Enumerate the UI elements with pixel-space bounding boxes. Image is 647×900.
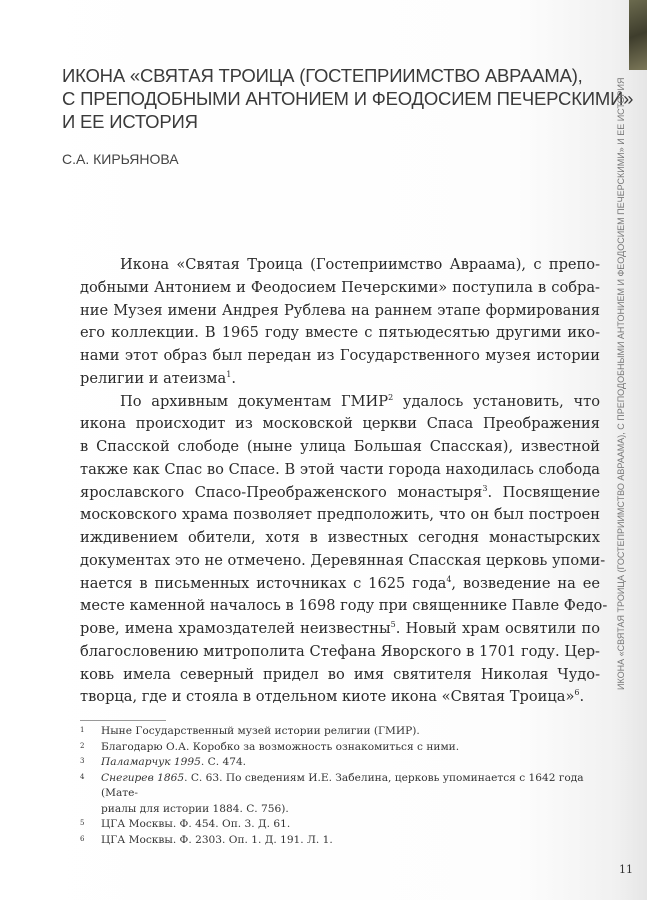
body-line: ковь имела северный придел во имя святителя Николая Чудо- [80,665,600,683]
footnote-separator [80,720,166,721]
body-line: также как Спас во Спасе. В этой части города находилась слобода [80,460,600,478]
body-line: документах это не отмечено. Деревянная Спасская церковь упоми- [80,551,606,569]
body-line: добными Антонием и Феодосием Печерскими» поступила в собра- [80,278,600,296]
title-line: И ЕЕ ИСТОРИЯ [62,111,198,132]
edge-photo [629,0,647,70]
footnote-ref[interactable]: 6 [574,688,580,698]
footnote: 1 Ныне Государственный музей истории религии (ГМИР). [80,725,420,737]
body-line: московского храма позволяет предположить, что он был построен [80,506,600,524]
body-line: ние Музея имени Андрея Рублева на раннем этапе формирования [80,301,600,319]
title-line: ИКОНА «СВЯТАЯ ТРОИЦА (ГОСТЕПРИИМСТВО АВРААМА), [62,65,583,86]
footnote-ref[interactable]: 2 [388,392,394,402]
author: С.А. КИРЬЯНОВА [62,151,179,167]
body-line: По архивным документам ГМИР$^2$ удалось установить, что [120,392,600,410]
footnote: 4 Снегирев 1865. С. 63. По сведениям И.Е. Забелина, церковь упоминается с 1642 года (Мате- риалы для истории 1884. С. 756). [80,771,584,815]
footnote-ref[interactable]: 3 [482,483,488,493]
footnotes [80,724,600,848]
body-line: нами этот образ был передан из Государственного музея истории [80,347,600,364]
body-line: творца, где и стояла в отдельном киоте икона «Святая Троица»$^6$. [80,688,585,706]
body-line: Икона «Святая Троица (Гостеприимство Авраама), с препо- [120,256,600,273]
footnote-ref[interactable]: 1 [226,369,232,379]
body-line: месте каменной началось в 1698 году при священнике Павле Федо- [80,597,608,615]
footnote-ref[interactable]: 5 [390,620,396,630]
page-number: 11 [619,863,633,876]
body-line: иждивением обители, хотя в известных сегодня монастырских [80,529,600,546]
footnote: 6 ЦГА Москвы. Ф. 2303. Оп. 1. Д. 191. Л. 1. [80,833,333,846]
article-title [62,64,633,133]
running-head: ИКОНА «СВЯТАЯ ТРОИЦА (ГОСТЕПРИИМСТВО АВРААМА), С ПРЕПОДОБНЫМИ АНТОНИЕМ И ФЕОДОСИЕМ ПЕЧЕРСКИМИ» И ЕЕ ИСТОРИЯ [616,77,626,690]
footnote-ref[interactable]: 4 [446,574,452,584]
body-text [80,254,608,709]
body-line: нается в письменных источниках с 1625 года$^4$, возведение на ее [80,574,600,592]
body-line: благословению митрополита Стефана Яворского в 1701 году. Цер- [80,642,600,660]
body-line: икона происходит из московской церкви Спаса Преображения [80,415,600,433]
body-line: ярославского Спасо-Преображенского монастыря$^3$. Посвящение [80,483,600,501]
footnote: 2 Благодарю О.А. Коробко за возможность ознакомиться с ними. [80,740,460,753]
body-line: религии и атеизма$^1$. [80,369,236,387]
body-line: его коллекции. В 1965 году вместе с пятьюдесятью другими ико- [80,324,600,342]
body-line: рове, имена храмоздателей неизвестны$^5$. Новый храм освятили по [80,620,600,637]
title-line: С ПРЕПОДОБНЫМИ АНТОНИЕМ И ФЕОДОСИЕМ ПЕЧЕРСКИМИ» [62,88,634,109]
body-line: в Спасской слободе (ныне улица Большая Спасская), известной [80,438,600,455]
footnote: 3 Паламарчук 1995. С. 474. [80,756,247,768]
footnote: 5 ЦГА Москвы. Ф. 454. Оп. 3. Д. 61. [80,818,291,830]
